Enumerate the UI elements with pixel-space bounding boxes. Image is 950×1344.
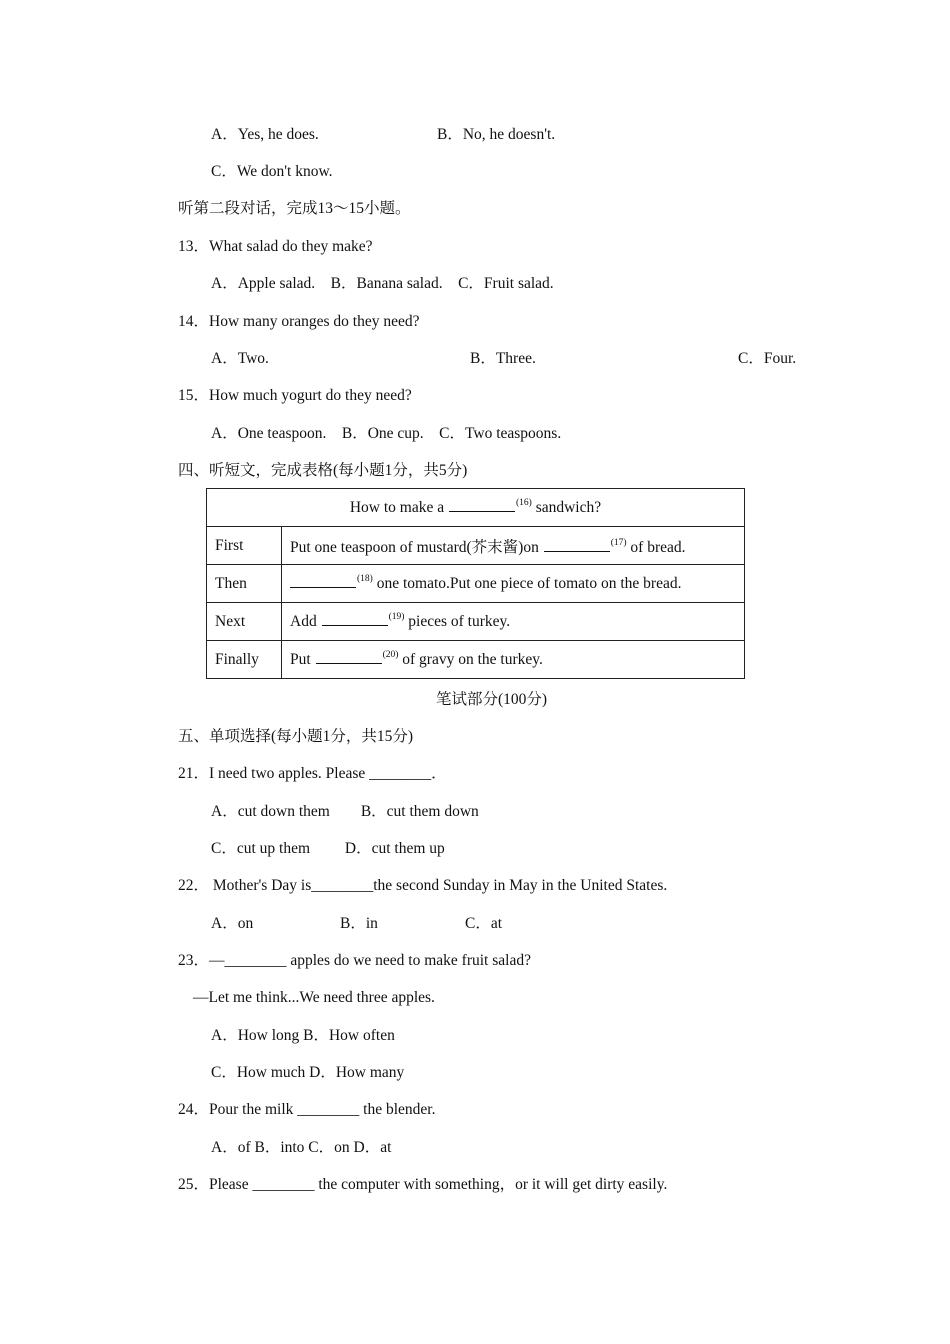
instruction-post: of gravy on the turkey. xyxy=(398,651,543,668)
table-row xyxy=(207,603,745,641)
q22-stem: 22． Mother's Day is________the second Sunday in May in the United States. xyxy=(178,877,668,894)
instruction-pre: Put xyxy=(290,651,315,668)
section5-heading: 五、单项选择(每小题1分，共15分) xyxy=(178,728,414,745)
q12-option-a: A．Yes, he does. xyxy=(211,126,319,143)
blank-17 xyxy=(544,538,610,552)
table-row xyxy=(207,527,745,565)
step-instruction xyxy=(282,603,745,641)
table-header-cell xyxy=(207,489,745,527)
q24-stem: 24．Pour the milk ________ the blender. xyxy=(178,1101,436,1118)
q22-option-c: C．at xyxy=(465,915,503,932)
instruction-pre: Put one teaspoon of mustard(芥末酱)on xyxy=(290,538,543,556)
blank-20 xyxy=(316,650,382,664)
step-label: Finally xyxy=(207,641,282,679)
q23-stem: 23．—________ apples do we need to make fruit salad? xyxy=(178,952,531,969)
blank-number-20: (20) xyxy=(382,650,399,660)
q21-options-line2: C．cut up them D．cut them up xyxy=(211,840,445,857)
blank-16 xyxy=(449,498,515,512)
instruction-pre: Add xyxy=(290,613,321,630)
sandwich-table xyxy=(206,488,745,679)
blank-number-17: (17) xyxy=(610,537,627,548)
q21-options-line1: A．cut down them B．cut them down xyxy=(211,803,479,820)
q23-options-line1: A．How long B．How often xyxy=(211,1027,395,1044)
step-label: Next xyxy=(207,603,282,641)
q22-option-a: A．on xyxy=(211,915,254,932)
q14-option-c: C．Four. xyxy=(738,350,797,367)
step-label: Then xyxy=(207,565,282,603)
header-text-post: sandwich? xyxy=(531,499,602,516)
step-instruction xyxy=(282,527,745,565)
instruction-post: pieces of turkey. xyxy=(404,613,511,630)
section4-heading: 四、听短文，完成表格(每小题1分，共5分) xyxy=(178,462,468,479)
instruction-post: one tomato.Put one piece of tomato on the bread. xyxy=(372,575,682,592)
q15-stem: 15．How much yogurt do they need? xyxy=(178,387,412,404)
blank-19 xyxy=(322,612,388,626)
blank-number-16: (16) xyxy=(516,498,532,508)
q22-option-b: B．in xyxy=(340,915,378,932)
step-instruction xyxy=(282,641,745,679)
written-part-title: 笔试部分(100分) xyxy=(435,691,548,708)
step-instruction xyxy=(282,565,745,603)
q25-stem: 25．Please ________ the computer with something，or it will get dirty easily. xyxy=(178,1176,668,1193)
q23-reply: —Let me think...We need three apples. xyxy=(193,989,435,1006)
table-row xyxy=(207,641,745,679)
header-text-pre: How to make a xyxy=(349,499,448,516)
q13-stem: 13．What salad do they make? xyxy=(178,238,373,255)
q12-option-c: C．We don't know. xyxy=(211,163,333,180)
blank-18 xyxy=(290,574,356,588)
section-dialog2-heading: 听第二段对话，完成13～15小题。 xyxy=(178,200,411,217)
q14-option-b: B．Three. xyxy=(470,350,536,367)
q24-options: A．of B．into C．on D．at xyxy=(211,1139,392,1156)
blank-number-19: (19) xyxy=(388,612,405,622)
table-header-row xyxy=(207,489,745,527)
table-row xyxy=(207,565,745,603)
instruction-post: of bread. xyxy=(626,538,686,556)
q12-option-b: B．No, he doesn't. xyxy=(437,126,556,143)
q21-stem: 21．I need two apples. Please ________． xyxy=(178,765,447,782)
step-label: First xyxy=(207,527,282,565)
q23-options-line2: C．How much D．How many xyxy=(211,1064,405,1081)
q14-stem: 14．How many oranges do they need? xyxy=(178,313,420,330)
q15-options: A．One teaspoon. B．One cup. C．Two teaspoons. xyxy=(211,425,562,442)
q14-option-a: A．Two. xyxy=(211,350,269,367)
q13-options: A．Apple salad. B．Banana salad. C．Fruit salad. xyxy=(211,275,554,292)
blank-number-18: (18) xyxy=(357,574,373,584)
